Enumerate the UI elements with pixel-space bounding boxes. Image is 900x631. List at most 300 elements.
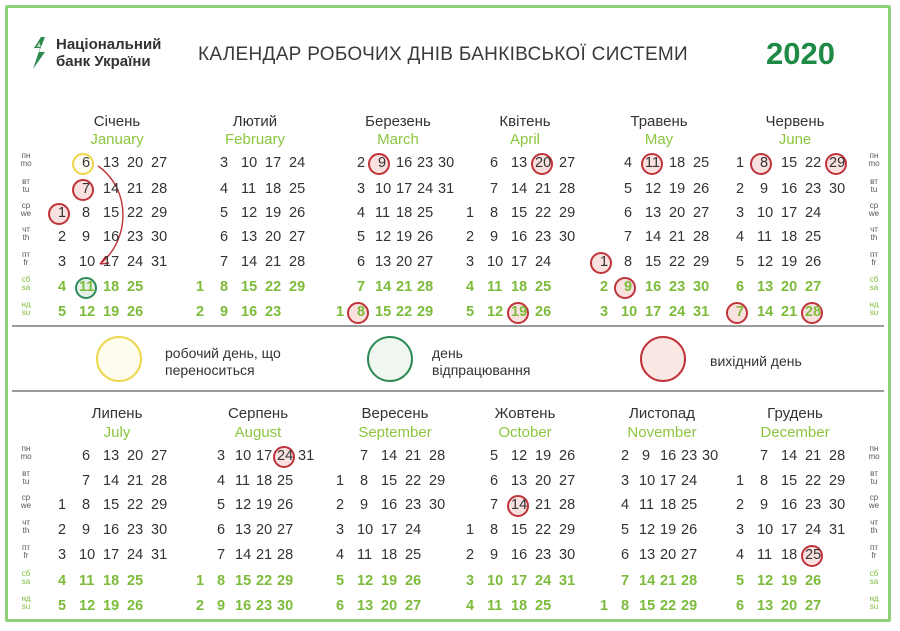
day-cell: 3 [466,573,475,589]
day-label-en: th [870,526,878,535]
day-cell: 29 [417,304,434,320]
day-cell: 7 [624,229,633,245]
day-cell: 2 [336,497,345,513]
day-cell: 20 [127,448,144,464]
day-cell: 17 [660,473,677,489]
day-cell: 28 [289,254,306,270]
day-label-ua: сб [21,569,31,578]
day-cell: 31 [438,181,455,197]
day-cell: 4 [466,279,475,295]
day-cell: 24 [681,473,698,489]
day-cell: 14 [241,254,258,270]
day-label-ua: нд [21,300,31,309]
day-cell: 1 [336,473,345,489]
day-cell: 12 [645,181,662,197]
day-cell: 31 [559,573,576,589]
day-label-en: sa [21,283,31,292]
day-cell: 12 [511,448,528,464]
day-cell: 24 [127,254,144,270]
day-cell: 10 [487,254,504,270]
day-cell: 24 [417,181,434,197]
day-cell: 23 [417,155,434,171]
day-cell: 13 [757,598,774,614]
day-label-su [866,595,882,611]
day-label-en: mo [20,452,32,461]
day-cell: 8 [760,155,769,171]
day-label-ua: ср [21,493,31,502]
day-cell: 20 [127,155,144,171]
day-cell: 9 [378,155,387,171]
day-cell: 29 [559,522,576,538]
day-cell: 21 [669,229,686,245]
day-cell: 27 [151,448,168,464]
day-cell: 17 [103,547,120,563]
day-cell: 24 [669,304,686,320]
day-cell: 14 [511,497,528,513]
day-cell: 26 [681,522,698,538]
day-cell: 4 [217,473,226,489]
day-cell: 1 [58,205,67,221]
day-label-mo [18,152,34,168]
day-cell: 13 [511,473,528,489]
day-cell: 25 [417,205,434,221]
day-cell: 27 [417,254,434,270]
day-cell: 11 [235,473,251,489]
day-cell: 22 [669,254,686,270]
day-cell: 14 [781,448,798,464]
day-cell: 16 [235,598,252,614]
day-cell: 15 [381,473,398,489]
day-cell: 29 [151,497,168,513]
day-cell: 11 [757,547,773,563]
month-name-en: August [234,424,282,441]
day-cell: 20 [396,254,413,270]
day-cell: 20 [535,473,552,489]
day-cell: 25 [805,229,822,245]
day-cell: 14 [639,573,656,589]
day-cell: 12 [639,522,656,538]
day-cell: 22 [127,497,144,513]
day-cell: 11 [757,229,773,245]
day-cell: 19 [660,522,677,538]
day-cell: 27 [289,229,306,245]
legend-holiday-text: вихідний день [710,353,802,369]
day-cell: 21 [660,573,677,589]
day-label-en: fr [871,258,877,267]
day-cell: 23 [535,229,552,245]
day-cell: 23 [256,598,273,614]
day-label-ua: пн [21,444,31,453]
day-label-en: th [870,233,878,242]
day-cell: 19 [396,229,413,245]
day-cell: 14 [103,473,120,489]
day-cell: 7 [82,181,91,197]
day-cell: 30 [429,497,446,513]
day-cell: 12 [375,229,392,245]
day-cell: 19 [781,254,798,270]
day-cell: 3 [58,254,67,270]
day-cell: 6 [624,205,633,221]
day-cell: 17 [381,522,398,538]
day-cell: 21 [127,473,144,489]
day-cell: 18 [256,473,273,489]
day-cell: 20 [781,279,798,295]
day-cell: 15 [511,522,528,538]
day-cell: 11 [357,547,373,563]
day-cell: 25 [681,497,698,513]
day-cell: 13 [639,547,656,563]
day-label-fr [18,251,34,267]
day-cell: 26 [805,573,822,589]
day-cell: 9 [220,304,229,320]
day-label-th [18,226,34,242]
day-cell: 23 [127,522,144,538]
day-label-sa [18,276,34,292]
day-label-en: th [22,526,30,535]
day-cell: 12 [757,254,774,270]
day-cell: 16 [103,522,120,538]
day-label-en: fr [23,258,29,267]
day-cell: 5 [217,497,226,513]
day-cell: 5 [58,304,67,320]
day-cell: 11 [487,279,503,295]
day-cell: 22 [256,573,273,589]
day-label-en: we [868,209,880,218]
day-cell: 4 [466,598,475,614]
day-label-en: sa [21,577,31,586]
day-label-ua: нд [869,300,879,309]
day-cell: 16 [396,155,413,171]
day-cell: 9 [360,497,369,513]
day-label-th [18,519,34,535]
month-name-ua: Березень [365,113,431,130]
day-cell: 28 [559,181,576,197]
day-cell: 23 [535,547,552,563]
logo-line1: Національний [56,36,162,53]
day-cell: 6 [357,254,366,270]
day-cell: 27 [693,205,710,221]
day-cell: 25 [805,547,822,563]
day-label-ua: пт [22,250,30,259]
day-cell: 31 [151,547,168,563]
day-cell: 16 [781,181,798,197]
day-cell: 2 [466,547,475,563]
day-cell: 8 [360,473,369,489]
day-cell: 17 [256,448,273,464]
day-label-ua: вт [870,177,878,186]
day-cell: 7 [357,279,366,295]
day-cell: 14 [375,279,392,295]
day-cell: 20 [256,522,273,538]
day-cell: 5 [736,573,745,589]
day-label-en: we [20,209,32,218]
day-cell: 27 [805,279,822,295]
day-cell: 17 [511,254,528,270]
day-cell: 1 [336,304,345,320]
day-cell: 4 [736,547,745,563]
day-label-sa [866,570,882,586]
day-cell: 3 [466,254,475,270]
day-cell: 19 [103,304,120,320]
day-cell: 9 [217,598,226,614]
day-cell: 12 [241,205,258,221]
year-label: 2020 [766,36,835,71]
day-label-we [866,494,882,510]
day-cell: 11 [79,279,95,295]
day-cell: 6 [621,547,630,563]
day-cell: 5 [490,448,499,464]
month-name-en: October [498,424,552,441]
day-cell: 2 [58,229,67,245]
day-cell: 17 [396,181,413,197]
page-title: КАЛЕНДАР РОБОЧИХ ДНІВ БАНКІВСЬКОЇ СИСТЕМИ [198,44,688,65]
day-cell: 8 [624,254,633,270]
day-cell: 29 [829,155,846,171]
day-label-en: tu [870,477,878,486]
day-label-th [866,519,882,535]
month-name-en: June [778,131,812,148]
day-cell: 10 [235,448,252,464]
day-cell: 9 [82,522,91,538]
day-cell: 22 [265,279,282,295]
day-cell: 9 [642,448,651,464]
day-cell: 8 [82,497,91,513]
day-cell: 5 [357,229,366,245]
month-name-en: July [103,424,131,441]
day-cell: 20 [265,229,282,245]
day-cell: 14 [757,304,774,320]
day-cell: 26 [805,254,822,270]
day-cell: 1 [196,279,205,295]
day-cell: 19 [256,497,273,513]
day-label-mo [866,445,882,461]
day-label-tu [866,470,882,486]
day-cell: 2 [736,181,745,197]
day-label-ua: ср [869,493,879,502]
day-cell: 6 [736,598,745,614]
day-label-en: mo [868,452,880,461]
day-cell: 19 [781,573,798,589]
day-cell: 25 [127,279,144,295]
month-name-en: November [627,424,697,441]
day-cell: 6 [490,155,499,171]
day-label-ua: пн [21,151,31,160]
day-cell: 11 [645,155,661,171]
day-cell: 7 [217,547,226,563]
day-cell: 7 [490,497,499,513]
day-cell: 1 [466,522,475,538]
day-cell: 27 [151,155,168,171]
day-cell: 27 [559,473,576,489]
day-label-we [18,202,34,218]
day-label-ua: пт [22,543,30,552]
day-label-ua: пт [870,543,878,552]
legend-transferred-text: робочий день, що переноситься [165,345,281,378]
day-cell: 11 [639,497,655,513]
day-cell: 10 [639,473,656,489]
day-cell: 6 [220,229,229,245]
day-cell: 4 [736,229,745,245]
day-cell: 3 [336,522,345,538]
day-cell: 19 [535,448,552,464]
day-label-ua: пн [869,444,879,453]
day-label-ua: ср [869,201,879,210]
day-label-su [18,595,34,611]
day-cell: 29 [829,473,846,489]
day-cell: 1 [196,573,205,589]
day-cell: 30 [438,155,455,171]
day-cell: 10 [487,573,504,589]
day-label-sa [866,276,882,292]
day-cell: 13 [235,522,252,538]
day-cell: 5 [624,181,633,197]
day-label-en: mo [868,159,880,168]
day-cell: 16 [103,229,120,245]
month-name-ua: Травень [630,113,688,130]
day-cell: 16 [241,304,258,320]
day-label-fr [866,544,882,560]
day-cell: 8 [490,522,499,538]
day-cell: 13 [357,598,374,614]
day-cell: 29 [429,473,446,489]
day-cell: 15 [375,304,392,320]
day-cell: 4 [336,547,345,563]
day-cell: 31 [298,448,315,464]
day-cell: 28 [151,181,168,197]
day-cell: 10 [79,254,96,270]
month-name-en: March [377,131,419,148]
day-cell: 13 [103,448,120,464]
day-cell: 2 [736,497,745,513]
month-name-ua: Вересень [361,405,429,422]
day-cell: 13 [241,229,258,245]
day-cell: 20 [669,205,686,221]
day-cell: 3 [217,448,226,464]
day-cell: 26 [127,304,144,320]
day-cell: 23 [127,229,144,245]
legend-red-circle [640,336,686,382]
day-label-en: sa [869,577,879,586]
day-cell: 15 [511,205,528,221]
day-cell: 10 [241,155,258,171]
month-name-ua: Грудень [767,405,823,422]
day-cell: 18 [511,279,528,295]
day-label-tu [18,178,34,194]
day-cell: 21 [396,279,413,295]
month-name-ua: Лютий [232,113,278,130]
day-cell: 21 [127,181,144,197]
day-cell: 6 [490,473,499,489]
day-cell: 5 [336,573,345,589]
day-cell: 5 [736,254,745,270]
day-cell: 27 [559,155,576,171]
day-cell: 24 [805,205,822,221]
day-cell: 2 [196,304,205,320]
day-cell: 24 [289,155,306,171]
day-cell: 22 [805,155,822,171]
day-cell: 14 [511,181,528,197]
day-label-fr [866,251,882,267]
day-label-en: fr [23,551,29,560]
day-cell: 28 [693,229,710,245]
day-cell: 1 [736,473,745,489]
day-cell: 12 [79,304,96,320]
month-name-ua: Серпень [227,405,289,422]
logo-text [56,36,161,70]
day-cell: 11 [79,573,95,589]
day-cell: 13 [103,155,120,171]
day-cell: 10 [757,522,774,538]
day-cell: 15 [639,598,656,614]
day-label-we [866,202,882,218]
day-label-ua: вт [22,177,30,186]
day-cell: 23 [669,279,686,295]
day-cell: 28 [277,547,294,563]
day-label-ua: нд [869,594,879,603]
day-cell: 24 [277,448,294,464]
day-cell: 31 [693,304,710,320]
day-cell: 7 [760,448,769,464]
day-cell: 3 [621,473,630,489]
day-cell: 25 [693,155,710,171]
legend-workoff-text: день відпрацювання [432,345,531,378]
day-cell: 3 [58,547,67,563]
day-label-mo [18,445,34,461]
day-cell: 2 [357,155,366,171]
day-label-ua: чт [22,225,30,234]
day-cell: 12 [357,573,374,589]
month-name-ua: Липень [91,405,143,422]
day-cell: 30 [693,279,710,295]
day-cell: 30 [151,522,168,538]
day-cell: 10 [757,205,774,221]
day-cell: 17 [781,205,798,221]
day-cell: 27 [681,547,698,563]
day-cell: 19 [381,573,398,589]
day-cell: 24 [127,547,144,563]
day-cell: 26 [693,181,710,197]
day-cell: 22 [535,522,552,538]
day-label-fr [18,544,34,560]
day-cell: 18 [103,573,120,589]
day-cell: 25 [405,547,422,563]
day-cell: 18 [781,229,798,245]
day-cell: 19 [265,205,282,221]
day-cell: 17 [781,522,798,538]
day-cell: 2 [58,522,67,538]
day-cell: 11 [241,181,257,197]
day-cell: 16 [511,547,528,563]
day-cell: 28 [429,448,446,464]
day-cell: 6 [336,598,345,614]
day-cell: 20 [381,598,398,614]
day-cell: 26 [417,229,434,245]
day-cell: 22 [660,598,677,614]
day-cell: 14 [235,547,252,563]
day-cell: 10 [375,181,392,197]
day-label-en: su [21,602,31,611]
day-cell: 19 [103,598,120,614]
day-cell: 2 [600,279,609,295]
day-cell: 13 [757,279,774,295]
day-cell: 30 [829,497,846,513]
day-cell: 26 [277,497,294,513]
day-label-ua: пн [869,151,879,160]
day-cell: 7 [360,448,369,464]
day-cell: 23 [805,497,822,513]
day-label-ua: пт [870,250,878,259]
month-name-ua: Січень [93,113,141,130]
